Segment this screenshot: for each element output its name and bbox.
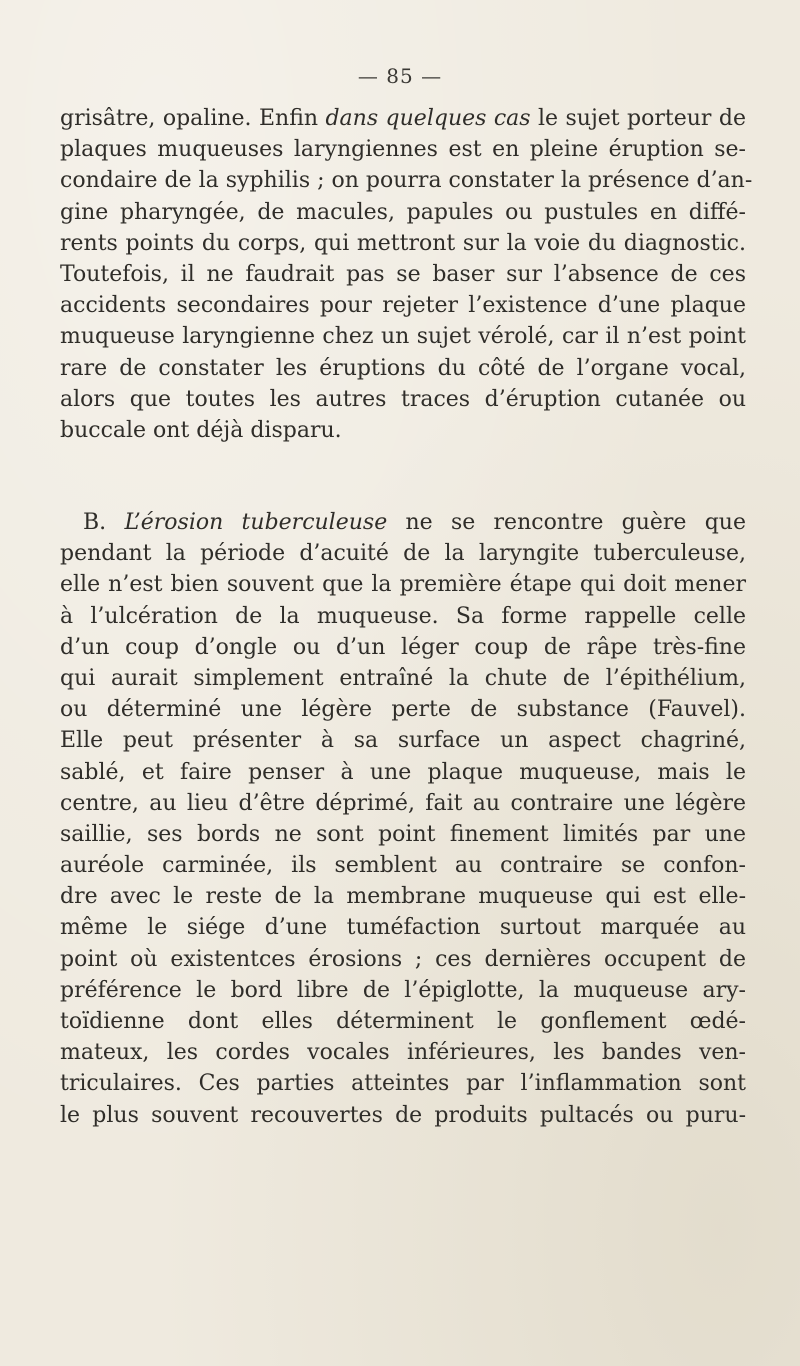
text-line: alors que toutes les autres traces d’éruption cutanée ou <box>60 386 746 412</box>
text-line: Toutefois, il ne faudrait pas se baser sur l’absence de ces <box>60 261 746 287</box>
text-line: condaire de la syphilis ; on pourra constater la présence d’an- <box>60 168 753 194</box>
text-line: mateux, les cordes vocales inférieures, les bandes ven- <box>60 1040 746 1066</box>
text-line: grisâtre, opaline. Enfin dans quelques cas le sujet porteur de <box>60 106 746 131</box>
paragraph-syphilis <box>60 103 753 446</box>
text-line: pendant la période d’acuité de la laryngite tuberculeuse, <box>60 541 746 567</box>
text-line: elle n’est bien souvent que la première étape qui doit mener <box>60 572 746 598</box>
text-line: buccale ont déjà disparu. <box>60 417 342 443</box>
text-line: Elle peut présenter à sa surface un aspect chagriné, <box>60 728 746 754</box>
text-line: B. L’érosion tuberculeuse ne se rencontre guère que <box>83 510 746 535</box>
text-line: accidents secondaires pour rejeter l’existence d’une plaque <box>60 293 746 319</box>
text-line: qui aurait simplement entraîné la chute de l’épithélium, <box>60 665 746 691</box>
text-line: d’un coup d’ongle ou d’un léger coup de râpe très-fine <box>60 634 746 660</box>
text-line: sablé, et faire penser à une plaque muqueuse, mais le <box>60 759 746 785</box>
text-line: préférence le bord libre de l’épiglotte, la muqueuse ary- <box>60 977 746 1003</box>
text-line: saillie, ses bords ne sont point finement limités par une <box>60 821 746 847</box>
paragraph-erosion-tuberculeuse <box>60 507 746 1131</box>
text-line: rents points du corps, qui mettront sur la voie du diagnostic. <box>60 230 746 256</box>
text-line: rare de constater les éruptions du côté de l’organe vocal, <box>60 355 746 381</box>
text-line: même le siége d’une tuméfaction surtout marquée au <box>60 915 746 941</box>
page-number: — 85 — <box>357 64 443 88</box>
text-line: triculaires. Ces parties atteintes par l’inflammation sont <box>60 1071 746 1097</box>
text-line: plaques muqueuses laryngiennes est en pleine éruption se- <box>60 137 746 163</box>
text-line: gine pharyngée, de macules, papules ou pustules en diffé- <box>60 199 746 225</box>
text-line: point où existentces érosions ; ces dernières occupent de <box>60 946 746 972</box>
text-line: toïdienne dont elles déterminent le gonflement œdé- <box>60 1009 746 1034</box>
text-line: à l’ulcération de la muqueuse. Sa forme rappelle celle <box>60 603 746 629</box>
text-line: centre, au lieu d’être déprimé, fait au contraire une légère <box>60 790 746 816</box>
text-line: auréole carminée, ils semblent au contraire se confon- <box>60 853 746 879</box>
text-line: le plus souvent recouvertes de produits pultacés ou puru- <box>60 1102 746 1128</box>
text-line: dre avec le reste de la membrane muqueuse qui est elle- <box>60 884 746 910</box>
text-line: muqueuse laryngienne chez un sujet vérolé, car il n’est point <box>60 324 746 350</box>
text-line: ou déterminé une légère perte de substance (Fauvel). <box>60 697 746 723</box>
